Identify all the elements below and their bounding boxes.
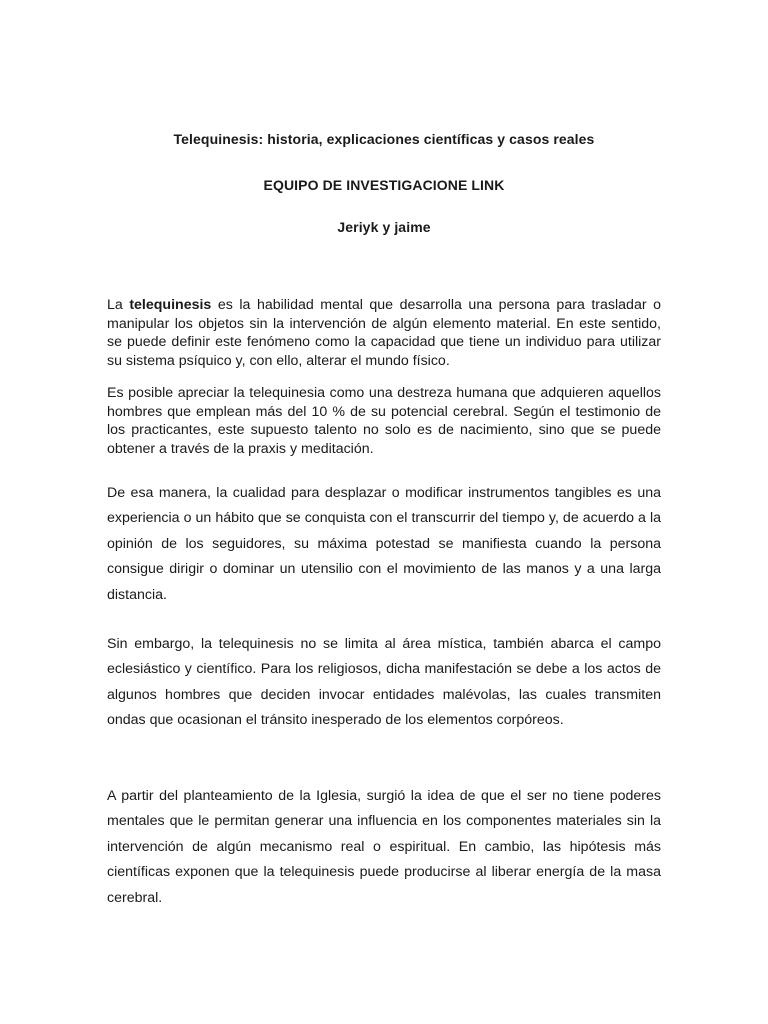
paragraph-2: Es posible apreciar la telequinesia como una destreza humana que adquieren aquellos hombres que emplean más del 10 % de su potencial cerebral. Según el testimonio de los practicantes, este supuesto talento no solo es de nacimiento, sino que se puede obtener a través de la praxis y meditación. bbox=[107, 385, 661, 457]
paragraph-3: De esa manera, la cualidad para desplazar o modificar instrumentos tangibles es una experiencia o un hábito que se conquista con el transcurrir del tiempo y, de acuerdo a la opinión de los seguidores, su máxima potestad se manifiesta cuando la persona consigue dirigir o dominar un utensilio con el movimiento de las manos y a una larga distancia. bbox=[107, 485, 661, 603]
paragraph-1-body: es la habilidad mental que desarrolla una persona para trasladar o manipular los objetos sin la intervención de algún elemento material. En este sentido, se puede definir este fenómeno como la capacidad que tiene un individuo para utilizar su sistema psíquico y, con ello, alterar el mundo físico. bbox=[107, 297, 661, 369]
paragraph-4: Sin embargo, la telequinesis no se limita al área mística, también abarca el campo eclesiástico y científico. Para los religiosos, dicha manifestación se debe a los actos de algunos hombres que deciden invocar entidades malévolas, las cuales transmiten ondas que ocasionan el tránsito inesperado de los elementos corpóreos. bbox=[107, 636, 661, 729]
research-team-heading: EQUIPO DE INVESTIGACIONE LINK bbox=[263, 177, 505, 193]
authors-heading: Jeriyk y jaime bbox=[337, 219, 431, 235]
paragraph-5: A partir del planteamiento de la Iglesia, surgió la idea de que el ser no tiene poderes mentales que le permitan generar una influencia en los componentes materiales sin la intervención de algún mecanismo real o espiritual. En cambio, las hipótesis más científicas exponen que la telequinesis puede producirse al liberar energía de la masa cerebral. bbox=[107, 788, 661, 906]
paragraph-1 bbox=[107, 296, 661, 370]
paragraph-1-keyword: telequinesis bbox=[129, 297, 212, 313]
document-title: Telequinesis: historia, explicaciones científicas y casos reales bbox=[173, 131, 595, 147]
paragraph-1-lead: La bbox=[107, 297, 130, 313]
